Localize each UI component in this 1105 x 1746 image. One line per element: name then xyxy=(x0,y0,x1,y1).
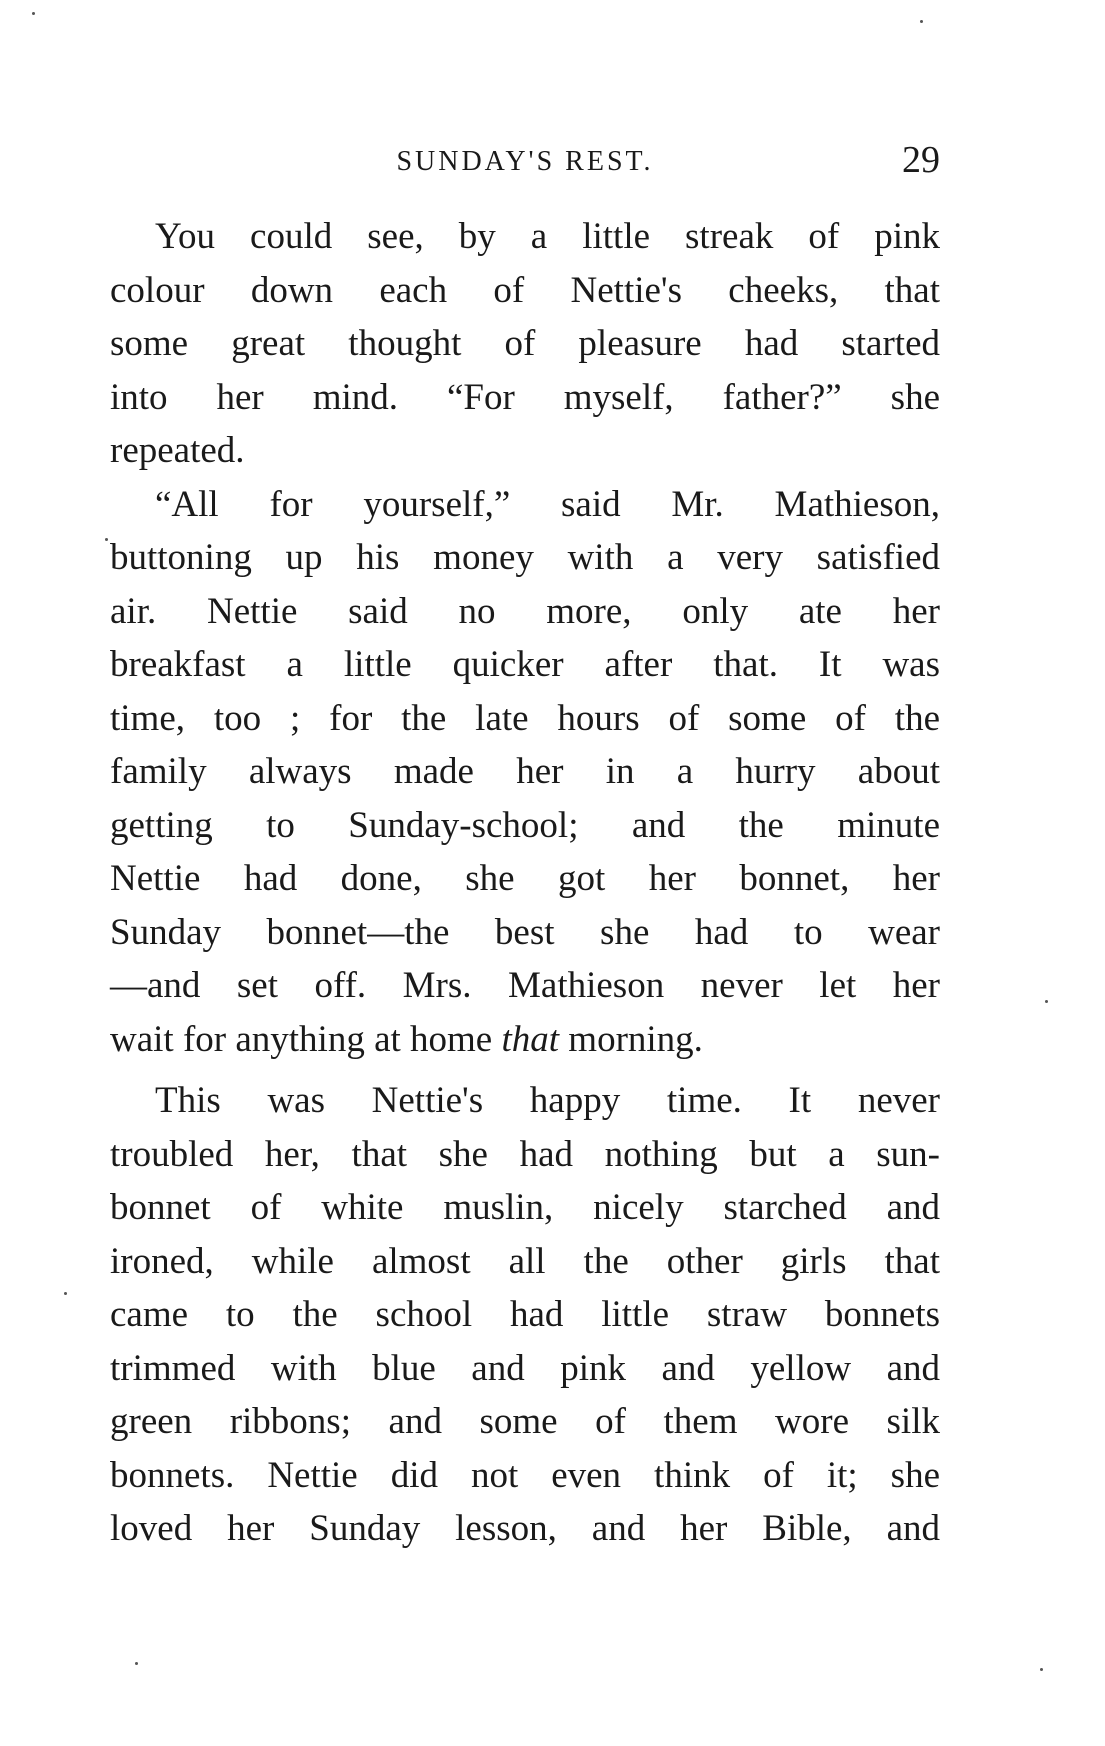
paper-speck xyxy=(135,1662,138,1665)
text-line: time, too ; for the late hours of some of the xyxy=(110,697,940,739)
text-line: repeated. xyxy=(110,430,245,471)
paper-speck xyxy=(105,538,108,541)
text-line: air. Nettie said no more, only ate her xyxy=(110,590,940,632)
text-line: loved her Sunday lesson, and her Bible, and xyxy=(110,1508,940,1549)
text-line xyxy=(110,1013,940,1067)
running-head: SUNDAY'S REST. xyxy=(396,146,654,177)
text-line: ironed, while almost all the other girls that xyxy=(110,1240,940,1282)
paper-speck xyxy=(32,12,35,15)
text-line: getting to Sunday-school; and the minute xyxy=(110,804,940,846)
text-run: wait for anything at home xyxy=(110,1018,502,1060)
paragraph-2 xyxy=(110,478,940,1067)
text-line: bonnet of white muslin, nicely starched and xyxy=(110,1187,940,1228)
page-header xyxy=(110,138,940,188)
emphasis-text: that xyxy=(501,1018,560,1060)
page-number: 29 xyxy=(902,139,940,181)
text-line: Sunday bonnet—the best she had to wear xyxy=(110,911,940,953)
text-line: trimmed with blue and pink and yellow and xyxy=(110,1347,940,1389)
text-line: green ribbons; and some of them wore silk xyxy=(110,1401,940,1442)
text-line: into her mind. “For myself, father?” she xyxy=(110,376,940,418)
text-run: morning. xyxy=(559,1018,703,1060)
text-line: You could see, by a little streak of pink xyxy=(155,216,940,257)
paragraph-3 xyxy=(110,1074,940,1556)
paper-speck xyxy=(1040,1668,1043,1671)
text-line: came to the school had little straw bonnets xyxy=(110,1294,940,1335)
text-line: colour down each of Nettie's cheeks, that xyxy=(110,269,940,311)
text-line: buttoning up his money with a very satisfied xyxy=(110,537,940,578)
text-line: bonnets. Nettie did not even think of it; she xyxy=(110,1454,940,1496)
text-line: family always made her in a hurry about xyxy=(110,751,940,792)
text-line: “All for yourself,” said Mr. Mathieson, xyxy=(155,483,940,525)
text-line: —and set off. Mrs. Mathieson never let her xyxy=(110,965,940,1006)
body-text xyxy=(110,210,940,1556)
text-line: breakfast a little quicker after that. It was xyxy=(110,644,940,685)
text-line: some great thought of pleasure had started xyxy=(110,323,940,364)
text-line: troubled her, that she had nothing but a sun- xyxy=(110,1133,940,1175)
paper-speck xyxy=(64,1292,67,1295)
paragraph-1 xyxy=(110,210,940,478)
paper-speck xyxy=(1045,1000,1048,1003)
paper-speck xyxy=(920,20,923,23)
text-line: Nettie had done, she got her bonnet, her xyxy=(110,858,940,899)
text-line: This was Nettie's happy time. It never xyxy=(155,1080,940,1121)
